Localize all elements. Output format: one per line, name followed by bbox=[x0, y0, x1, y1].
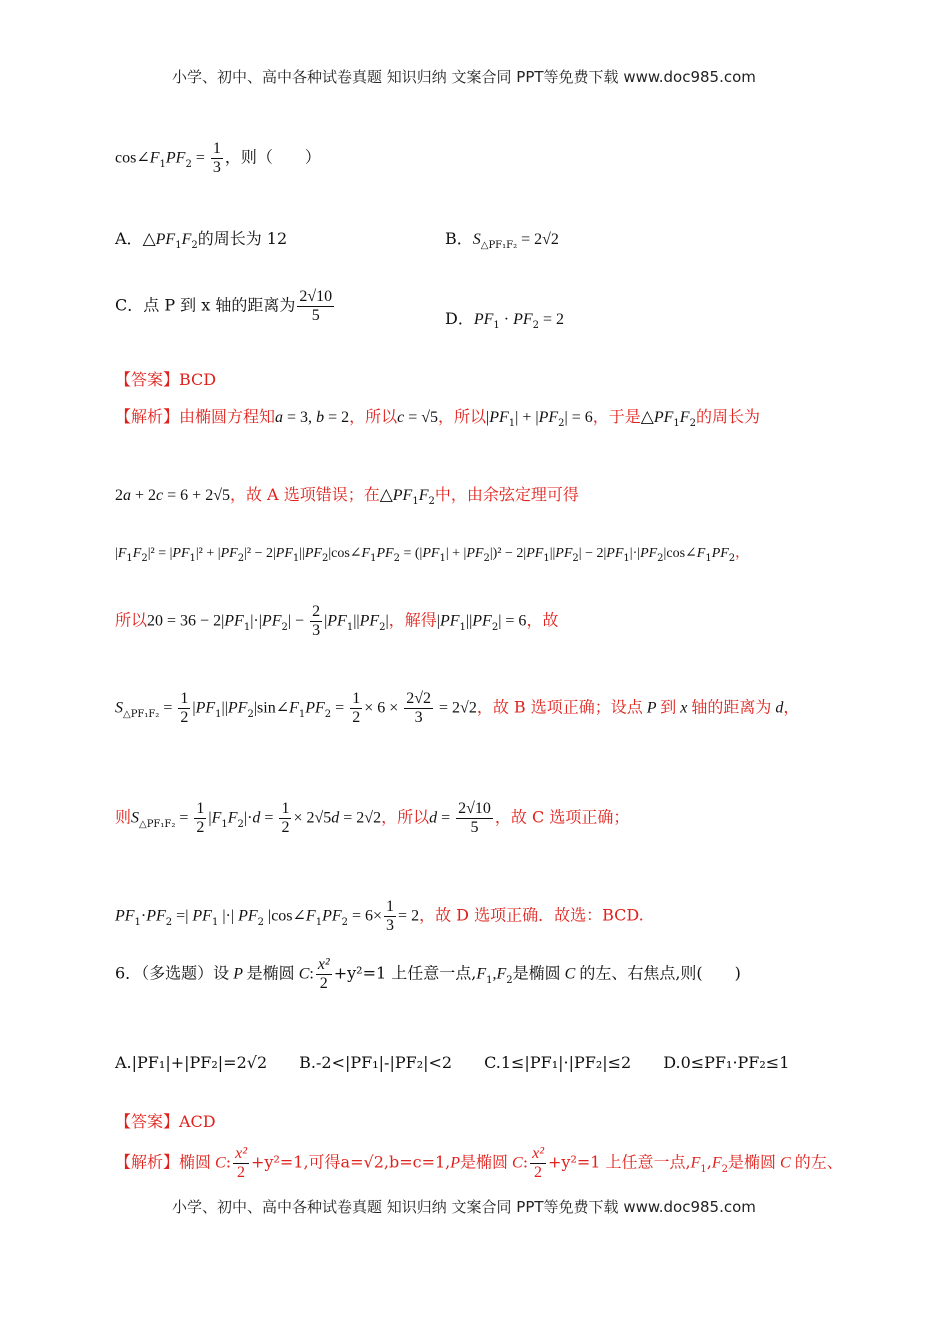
page-footer: 小学、初中、高中各种试卷真题 知识归纳 文案合同 PPT等免费下载 www.doc985.com bbox=[172, 1198, 756, 1216]
q6-stem: 6．（多选题）设 P 是椭圆 C: $\frac{\text{x²}}{2}$ +y²=1 上任意一点$,F_1,F_2$是椭圆 C 的左、右焦点,则( ) bbox=[115, 956, 741, 992]
q5-analysis-line5: $S_{\triangle PF_1F_2}$ = $\frac{1}{2}$ $|PF_1||PF_2|\sin\angle F_1PF_2$ = $\frac{1}{2}$ × 6 × $\frac{2√2}{3}$ = 2√2，故 B 选项正确；设点 P 到 x 轴的距离为 d， bbox=[115, 690, 800, 726]
q5-analysis-line1: 【解析】由椭圆方程知a = 3, b = 2，所以c = √5，所以$|PF_1| + |PF_2| = 6$，于是$\triangle PF_1F_2$的周长为 bbox=[115, 407, 760, 430]
q5-option-b: B．$S_{\triangle PF_1F_2} = 2√2$ bbox=[445, 229, 559, 252]
q5-option-d: D．$PF_1 \cdot PF_2 = 2$ bbox=[445, 309, 565, 332]
q5-analysis-line2: 2a + 2c = 6 + 2√5，故 A 选项错误；在$\triangle PF_1F_2$中，由余弦定理可得 bbox=[115, 485, 579, 508]
q5-analysis-line7: $PF_1\cdot PF_2$ =| $PF_1$ |·| $PF_2$ $|\cos\angle F_1PF_2 = 6\times$ $\frac{1}{3}$ = 2，故 D 选项正确．故选：BCD. bbox=[115, 898, 644, 934]
q6-options: A.|PF₁|+|PF₂|=2√2 B.-2<|PF₁|-|PF₂|<2 C.1≤|PF₁|·|PF₂|≤2 D.0≤PF₁·PF₂≤1 bbox=[115, 1053, 790, 1072]
q6-answer: 【答案】ACD bbox=[115, 1112, 216, 1131]
page-header: 小学、初中、高中各种试卷真题 知识归纳 文案合同 PPT等免费下载 www.doc985.com bbox=[172, 68, 756, 86]
q5-analysis-line3: $|F_1F_2|^2 = |PF_1|^2 + |PF_2|^2$ − $2|PF_1||PF_2|\cos\angle F_1PF_2 = (|PF_1| + |PF_2|)^2 - 2|PF_1||PF_2|$ − $2|PF_1|\cdot|PF_2|\cos\angle F_1PF_2$， bbox=[115, 545, 750, 564]
q6-analysis-line1: 【解析】椭圆 C: $\frac{\text{x²}}{2}$ +y²=1,可得a=√2,b=c=1,P是椭圆 C: $\frac{\text{x²}}{2}$ +y²=1 上任意一点$,F_1,F_2$是椭圆 C 的左、 bbox=[115, 1145, 843, 1181]
q5-option-a: A．$\triangle PF_1F_2$的周长为 12 bbox=[115, 229, 288, 252]
q5-analysis-line4: 所以$20 = 36 - 2|PF_1|\cdot|PF_2|$ − $\frac{2}{3}$ $|PF_1||PF_2|$，解得$|PF_1||PF_2| = 6$，故 bbox=[115, 603, 559, 639]
q5-stem-tail: ，则（ ） bbox=[224, 147, 321, 167]
q5-stem-line: $\cos\angle F_1PF_2$ = $\frac{1}{3}$ ，则（ ） bbox=[115, 140, 321, 176]
q5-analysis-line6: 则$S_{\triangle PF_1F_2}$ = $\frac{1}{2}$ $|F_1F_2|\cdot d$ = $\frac{1}{2}$ × 2√5d = 2√2，所以d = $\frac{2√10}{5}$ ，故 C 选项正确； bbox=[115, 800, 630, 836]
q5-option-c: C．点 P 到 x 轴的距离为 $\frac{2√10}{5}$ bbox=[115, 288, 333, 324]
q5-answer: 【答案】BCD bbox=[115, 370, 217, 389]
